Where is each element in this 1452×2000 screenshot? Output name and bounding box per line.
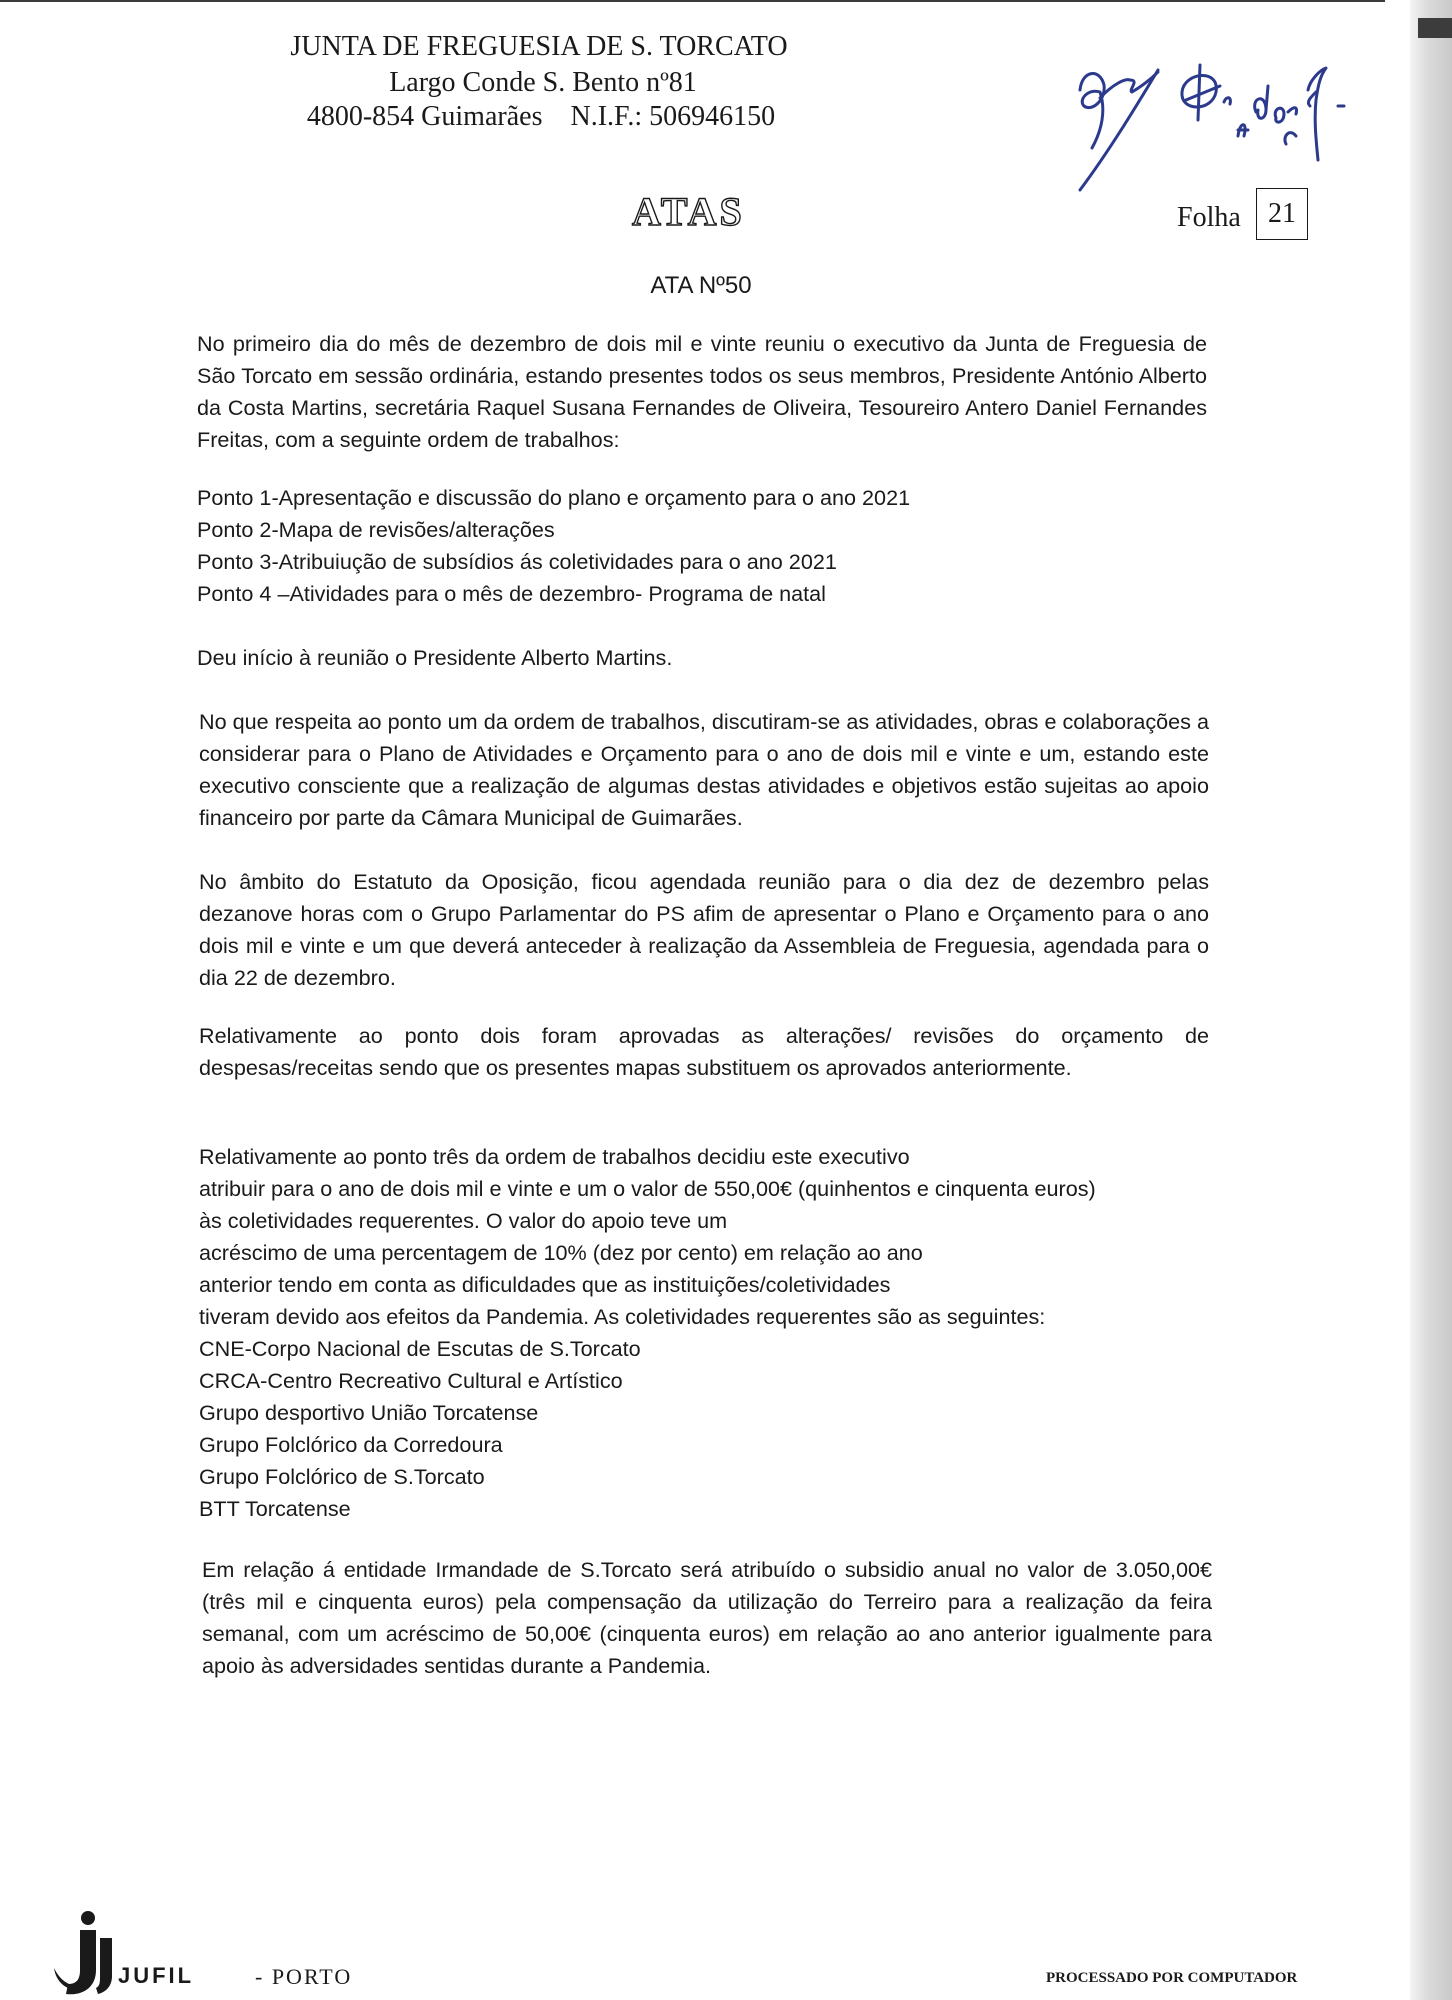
coletividade-item: Grupo desportivo União Torcatense <box>199 1400 539 1425</box>
text-line: Relativamente ao ponto três da ordem de trabalhos decidiu este executivo <box>199 1144 910 1169</box>
paragraph-opening: No primeiro dia do mês de dezembro de dois mil e vinte reuniu o executivo da Junta de Freguesia de São Torcato em sessão ordinária, estando presentes todos os seus membros, Presidente António Alberto da Costa Martins, secretária Raquel Susana Fernandes de Oliveira, Tesoureiro Antero Daniel Fernandes Freitas, com a seguinte ordem de trabalhos: <box>197 331 1207 452</box>
footer-brand: JUFIL <box>118 1963 195 1988</box>
scan-edge <box>1410 0 1452 2000</box>
paragraph-ponto-um: No que respeita ao ponto um da ordem de trabalhos, discutiram-se as atividades, obras e colaborações a considerar para o Plano de Atividades e Orçamento para o ano de dois mil e vinte e um, estando este executivo consciente que a realização de algumas destas atividades e objetivos estão sujeitas ao apoio financeiro por parte da Câmara Municipal de Guimarães. <box>199 709 1209 830</box>
folha-label: Folha <box>1177 202 1241 233</box>
agenda-list <box>197 482 1197 610</box>
agenda-item: Ponto 1-Apresentação e discussão do plano e orçamento para o ano 2021 <box>197 485 911 510</box>
header-line-2: Largo Conde S. Bento nº81 <box>389 67 697 98</box>
ata-number <box>0 272 1452 300</box>
footer-processed: PROCESSADO POR COMPUTADOR <box>1046 1970 1298 1986</box>
text-line: tiveram devido aos efeitos da Pandemia. As coletividades requerentes são as seguintes: <box>199 1304 1046 1329</box>
agenda-item: Ponto 4 –Atividades para o mês de dezembro- Programa de natal <box>197 581 826 606</box>
paragraph-start: Deu início à reunião o Presidente Alberto Martins. <box>197 645 673 670</box>
text-line: acréscimo de uma percentagem de 10% (dez por cento) em relação ao ano <box>199 1240 923 1265</box>
coletividade-item: Grupo Folclórico da Corredoura <box>199 1432 503 1457</box>
paragraph-ponto-dois: Relativamente ao ponto dois foram aprovadas as alterações/ revisões do orçamento de despesas/receitas sendo que os presentes mapas substituem os aprovados anteriormente. <box>199 1023 1209 1080</box>
agenda-item: Ponto 2-Mapa de revisões/alterações <box>197 517 555 542</box>
paragraph-ponto-tres <box>199 1141 1219 1525</box>
coletividade-item: BTT Torcatense <box>199 1496 351 1521</box>
footer-city: - PORTO <box>255 1964 353 1989</box>
text-line: às coletividades requerentes. O valor do apoio teve um <box>199 1208 728 1233</box>
text-line: anterior tendo em conta as dificuldades que as instituições/coletividades <box>199 1272 891 1297</box>
page-title: ATAS <box>632 189 745 234</box>
ata-number-text: ATA Nº50 <box>650 272 752 299</box>
paragraph-irmandade: Em relação á entidade Irmandade de S.Torcato será atribuído o subsidio anual no valor de 3.050,00€(três mil e cinquenta euros) pela compensação da utilização do Terreiro para a realização da feira semanal, com um acréscimo de 50,00€ (cinquenta euros) em relação ao ano anterior igualmente para apoio às adversidades sentidas durante a Pandemia. <box>202 1557 1212 1678</box>
agenda-item: Ponto 3-Atribuiução de subsídios ás coletividades para o ano 2021 <box>197 549 837 574</box>
coletividade-item: CRCA-Centro Recreativo Cultural e Artístico <box>199 1368 623 1393</box>
header-line-3: 4800-854 Guimarães N.I.F.: 506946150 <box>306 101 776 132</box>
coletividade-item: Grupo Folclórico de S.Torcato <box>199 1464 485 1489</box>
paragraph-estatuto-oposicao: No âmbito do Estatuto da Oposição, ficou agendada reunião para o dia dez de dezembro pelas dezanove horas com o Grupo Parlamentar do PS afim de apresentar o Plano e Orçamento para o ano dois mil e vinte e um que deverá anteceder à realização da Assembleia de Freguesia, agendada para o dia 22 de dezembro. <box>199 869 1209 990</box>
coletividade-item: CNE-Corpo Nacional de Escutas de S.Torcato <box>199 1336 641 1361</box>
folha-number: 21 <box>1256 188 1308 240</box>
text-line: atribuir para o ano de dois mil e vinte e um o valor de 550,00€ (quinhentos e cinquenta euros) <box>199 1176 1096 1201</box>
handwritten-signature <box>1070 40 1370 200</box>
page-top-border <box>0 0 1385 2</box>
scan-edge-notch <box>1418 18 1452 38</box>
jufil-logo-icon <box>50 1910 120 1996</box>
header-line-1: JUNTA DE FREGUESIA DE S. TORCATO <box>290 31 788 62</box>
